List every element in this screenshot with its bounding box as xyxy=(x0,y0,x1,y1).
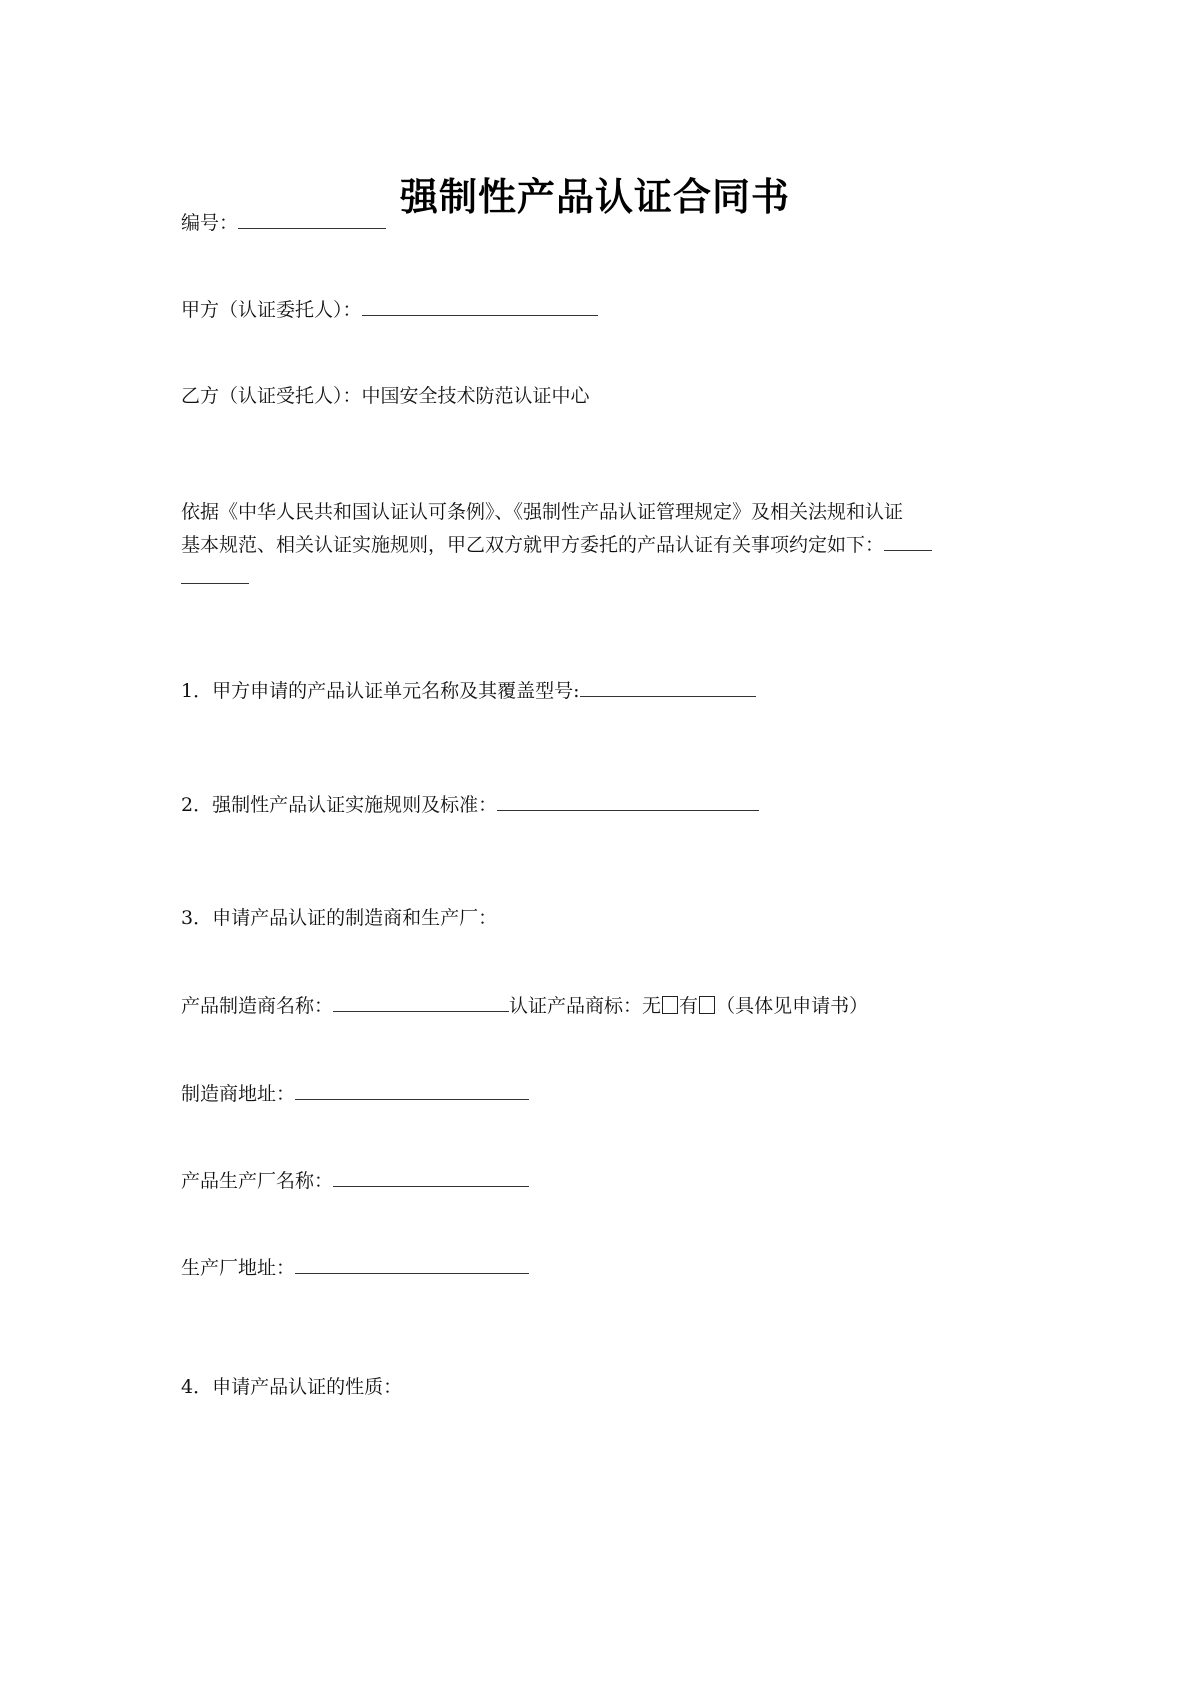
item-2-line xyxy=(181,792,759,817)
party-a-line xyxy=(181,297,598,322)
item-1-label: 1．甲方申请的产品认证单元名称及其覆盖型号: xyxy=(181,680,580,702)
item-4-line xyxy=(181,1375,402,1399)
manufacturer-address-label: 制造商地址： xyxy=(181,1083,296,1105)
party-a-field[interactable] xyxy=(362,297,598,316)
factory-name-line xyxy=(181,1168,529,1193)
factory-address-field[interactable] xyxy=(295,1255,529,1274)
preamble-line-2: 基本规范、相关认证实施规则，甲乙双方就甲方委托的产品认证有关事项约定如下： xyxy=(181,534,885,556)
trademark-no-label: 无 xyxy=(642,995,662,1017)
party-b-label: 乙方（认证受托人）： xyxy=(181,385,362,407)
manufacturer-name-field[interactable] xyxy=(333,993,509,1012)
manufacturer-name-line xyxy=(181,993,868,1018)
contract-number-line xyxy=(181,210,386,235)
factory-address-line xyxy=(181,1255,529,1280)
item-4-label: 4．申请产品认证的性质： xyxy=(181,1376,403,1398)
contract-number-label: 编号： xyxy=(181,212,239,234)
preamble-line-1: 依据《中华人民共和国认证认可条例》、《强制性产品认证管理规定》及相关法规和认证 xyxy=(181,501,904,523)
preamble-field[interactable] xyxy=(884,532,932,551)
trademark-yes-label: 有 xyxy=(679,995,699,1017)
party-b-line xyxy=(181,384,590,408)
manufacturer-name-label: 产品制造商名称： xyxy=(181,995,334,1017)
item-3-label: 3．申请产品认证的制造商和生产厂： xyxy=(181,907,498,929)
factory-name-field[interactable] xyxy=(333,1168,529,1187)
party-b-value: 中国安全技术防范认证中心 xyxy=(361,385,590,407)
trademark-yes-checkbox[interactable] xyxy=(699,996,715,1014)
item-2-field[interactable] xyxy=(497,792,759,811)
item-3-line xyxy=(181,906,497,930)
party-a-label: 甲方（认证委托人）： xyxy=(181,299,362,321)
factory-address-label: 生产厂地址： xyxy=(181,1257,296,1279)
contract-number-field[interactable] xyxy=(238,210,386,229)
manufacturer-address-line xyxy=(181,1081,529,1106)
preamble-field-continued[interactable] xyxy=(181,565,249,584)
item-1-line xyxy=(181,678,756,703)
item-1-field[interactable] xyxy=(580,678,756,697)
document-title: 强制性产品认证合同书 xyxy=(399,175,790,219)
trademark-no-checkbox[interactable] xyxy=(662,996,678,1014)
trademark-note: （具体见申请书） xyxy=(716,995,869,1017)
item-2-label: 2．强制性产品认证实施规则及标准： xyxy=(181,794,498,816)
factory-name-label: 产品生产厂名称： xyxy=(181,1170,334,1192)
preamble-paragraph xyxy=(181,496,1021,595)
trademark-label: 认证产品商标： xyxy=(509,995,643,1017)
manufacturer-address-field[interactable] xyxy=(295,1081,529,1100)
